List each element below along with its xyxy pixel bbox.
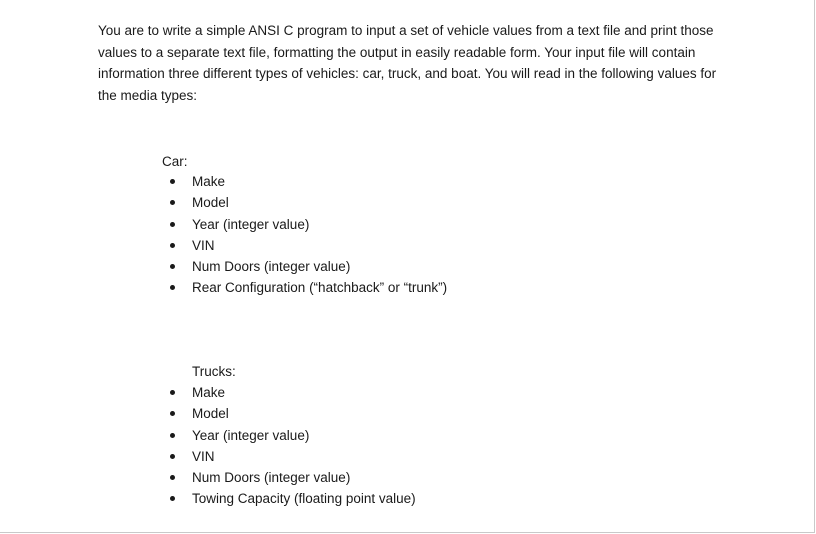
list-item-text: Model (192, 406, 229, 422)
bullet-icon (170, 200, 175, 205)
bullet-icon (170, 285, 175, 290)
list-item-text: Model (192, 195, 229, 211)
bullet-icon (170, 475, 175, 480)
bullet-icon (170, 264, 175, 269)
trucks-section-label: Trucks: (192, 364, 236, 379)
list-item-text: Year (integer value) (192, 216, 310, 232)
bullet-icon (170, 179, 175, 184)
list-item-text: VIN (192, 237, 215, 253)
list-item-text: Year (integer value) (192, 427, 310, 443)
car-section-label: Car: (162, 154, 188, 169)
bullet-icon (170, 243, 175, 248)
list-item-text: Make (192, 385, 226, 400)
bullet-icon (170, 454, 175, 459)
bullet-icon (170, 411, 175, 416)
list-item-text: Num Doors (integer value) (192, 259, 351, 275)
list-item-text: Make (192, 174, 226, 189)
intro-paragraph: You are to write a simple ANSI C program to input a set of vehicle values from a text file and print those values to a separate text file, formatting the output in easily readable form. Your input file will contain information three different types of vehicles: car, truck, and boat. You will read in the following values for the media types: (98, 23, 717, 103)
bullet-icon (170, 496, 175, 501)
bullet-icon (170, 390, 175, 395)
list-item-text: Rear Configuration (“hatchback” or “trunk”) (192, 280, 448, 296)
list-item-text: Towing Capacity (floating point value) (192, 491, 416, 507)
list-item-text: VIN (192, 448, 215, 464)
bullet-icon (170, 222, 175, 227)
bullet-icon (170, 433, 175, 438)
list-item-text: Num Doors (integer value) (192, 470, 351, 486)
